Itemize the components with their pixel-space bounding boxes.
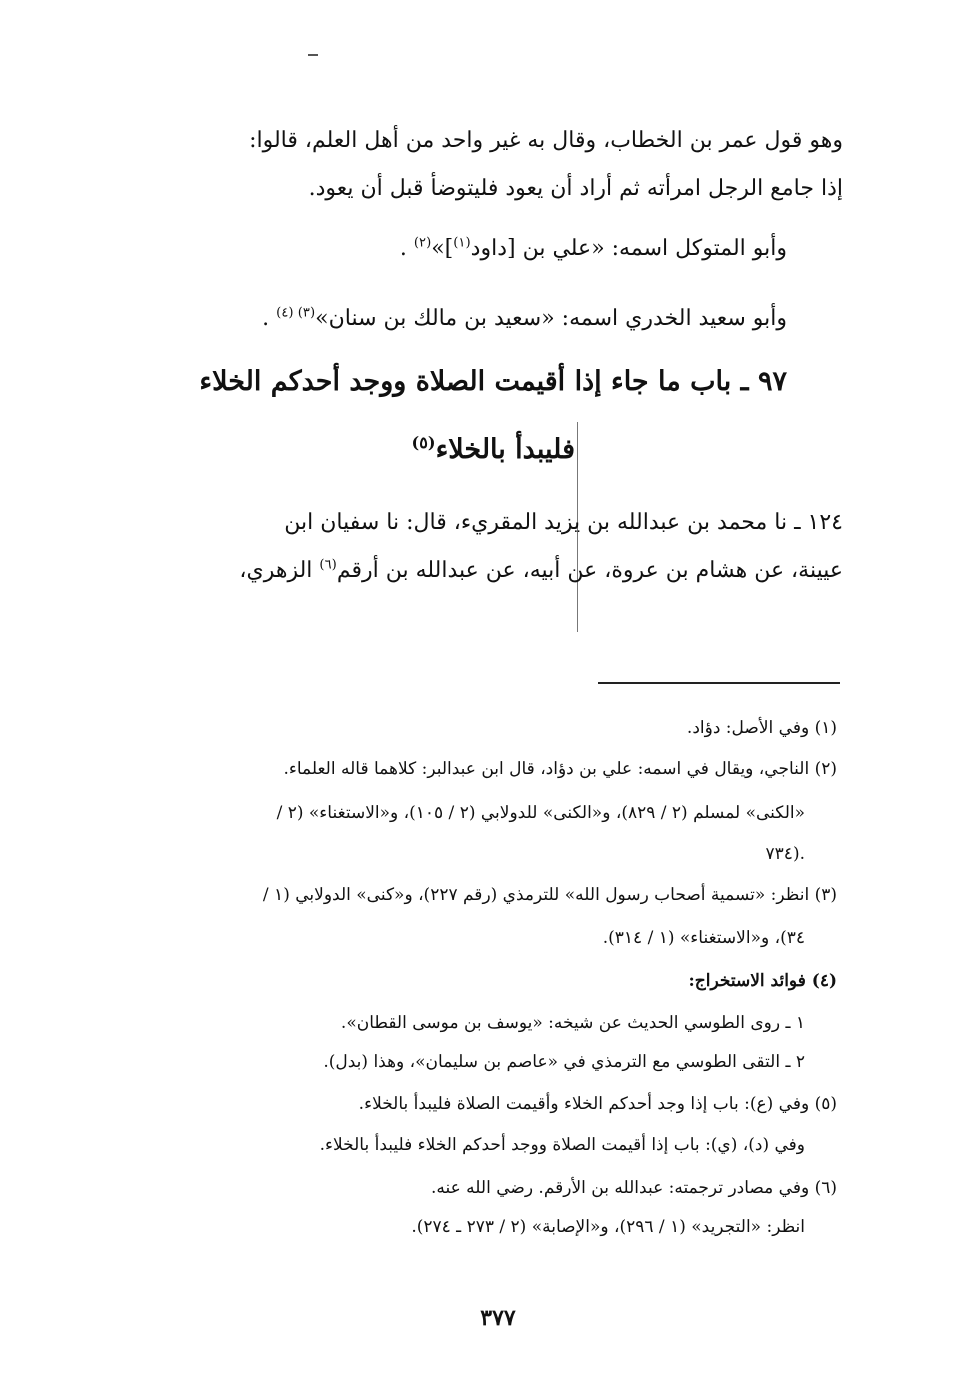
chapter-heading-line-2 xyxy=(412,434,575,465)
footnote-separator xyxy=(598,682,840,684)
footnote-2-line-2: «الكنى» لمسلم (٢ / ٨٢٩)، و«الكنى» للدولابي (٢ / ١٠٥)، و«الاستغناء» (٢ / xyxy=(276,803,805,823)
footnote-5-line-1: (٥) وفي (ع): باب إذا وجد أحدكم الخلاء وأقيمت الصلاة فليبدأ بالخلاء. xyxy=(358,1094,837,1114)
body-line-4 xyxy=(262,306,787,331)
footnote-6-line-1: (٦) وفي مصادر ترجمته: عبدالله بن الأرقم. رضي الله عنه. xyxy=(430,1178,837,1198)
body-line-3 xyxy=(400,236,787,261)
hadith-chain-end: الزهري، xyxy=(239,558,313,583)
footnote-5-line-2: وفي (د)، (ي): باب إذا أقيمت الصلاة ووجد أحدكم الخلاء فليبدأ بالخلاء. xyxy=(319,1135,805,1155)
footnote-ref-5: (٥) xyxy=(411,433,436,452)
footnote-ref-2: (٢) xyxy=(413,235,432,251)
body-line-1: وهو قول عمر بن الخطاب، وقال به غير واحد من أهل العلم، قالوا: xyxy=(249,128,843,153)
footnote-3-line-2: ٣٤)، و«الاستغناء» (١ / ٣١٤). xyxy=(602,928,805,948)
footnote-4: (٤) فوائد الاستخراج: xyxy=(688,971,837,991)
line3-period: . xyxy=(399,236,407,261)
footnote-4-item-2: ٢ ـ التقى الطوسي مع الترمذي في «عاصم بن سليمان»، وهذا (بدل). xyxy=(323,1052,805,1072)
hadith-line-1: ١٢٤ ـ نا محمد بن عبدالله بن يزيد المقريء، قال: نا سفيان ابن xyxy=(284,510,843,535)
abu-mutawakkil-close: ]» xyxy=(431,236,454,261)
footnote-ref-3-4: (٣) (٤) xyxy=(276,305,316,321)
chapter-heading-tail: فليبدأ بالخلاء xyxy=(435,434,575,465)
abu-mutawakkil-text: وأبو المتوكل اسمه: «علي بن [داود xyxy=(470,236,787,261)
footnote-2-line-1: (٢) الناجي، ويقال في اسمه: علي بن دؤاد، قال ابن عبدالبر: كلاهما قاله العلماء. xyxy=(283,759,837,779)
footnote-2-line-3: ٧٣٤). xyxy=(765,844,805,864)
footnote-4-item-1: ١ ـ روى الطوسي الحديث عن شيخه: «يوسف بن موسى القطان». xyxy=(340,1013,805,1033)
footnote-6-line-2: انظر: «التجريد» (١ / ٢٩٦)، و«الإصابة» (٢ / ٢٧٣ ـ ٢٧٤). xyxy=(411,1217,805,1237)
footnote-ref-1: (١) xyxy=(453,235,471,251)
footnote-ref-6: (٦) xyxy=(319,557,337,573)
page-number: ٣٧٧ xyxy=(480,1305,516,1331)
body-line-2: إذا جامع الرجل امرأته ثم أراد أن يعود فليتوضأ قبل أن يعود. xyxy=(308,176,843,201)
line4-period: . xyxy=(262,306,270,331)
hadith-chain-text: عيينة، عن هشام بن عروة، عن أبيه، عن عبدالله بن أرقم xyxy=(336,558,843,583)
footnote-3-line-1: (٣) انظر: «تسمية أصحاب رسول الله» للترمذي (رقم ٢٢٧)، و«كنى» الدولابي (١ / xyxy=(262,885,837,905)
footnote-1: (١) وفي الأصل: دؤاد. xyxy=(686,718,837,738)
page-top-mark xyxy=(308,54,318,56)
abu-said-text: وأبو سعيد الخدري اسمه: «سعيد بن مالك بن سنان» xyxy=(315,306,787,331)
hadith-line-2 xyxy=(239,558,843,583)
chapter-heading-line-1: ٩٧ ـ باب ما جاء إذا أقيمت الصلاة ووجد أحدكم الخلاء xyxy=(199,366,787,397)
